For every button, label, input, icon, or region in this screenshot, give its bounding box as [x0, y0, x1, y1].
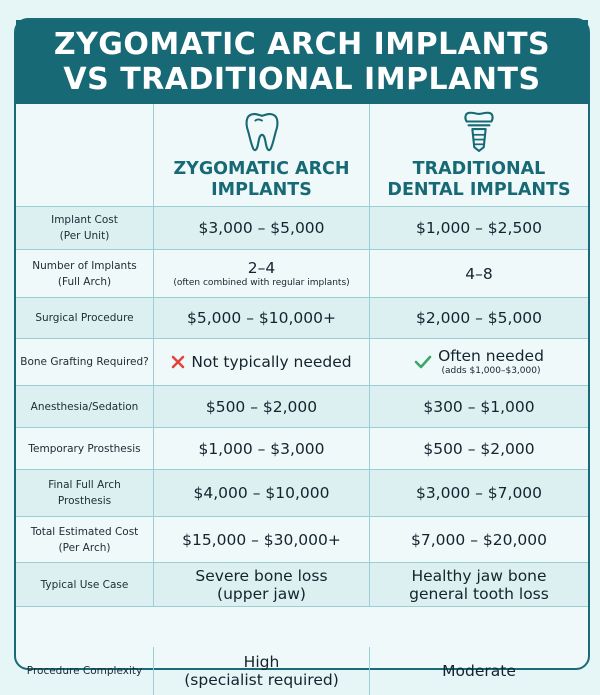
row-label-bone-grafting: Bone Grafting Required?: [16, 339, 154, 386]
value-text: Severe bone loss: [195, 566, 328, 585]
title-line-1: ZYGOMATIC ARCH IMPLANTS: [53, 27, 551, 62]
value-text: Often needed: [438, 347, 544, 365]
value-text-2: (upper jaw): [217, 584, 306, 603]
row-label-complexity: Procedure Complexity: [16, 647, 154, 695]
title-line-2: VS TRADITIONAL IMPLANTS: [63, 62, 541, 97]
zygomatic-implant-cost: $3,000 – $5,000: [154, 207, 370, 250]
x-icon: [171, 355, 185, 369]
traditional-bone-grafting: [370, 339, 588, 386]
zygomatic-anesthesia: $500 – $2,000: [154, 386, 370, 428]
value-text: Not typically needed: [191, 353, 352, 371]
traditional-use-case: [370, 563, 588, 607]
header-empty-cell: [16, 104, 154, 207]
zygomatic-use-case: [154, 563, 370, 607]
value-text-2: general tooth loss: [409, 584, 549, 603]
row-label-text: Total Estimated Cost: [30, 525, 139, 538]
traditional-number-of-implants: 4–8: [370, 250, 588, 298]
comparison-table: [16, 104, 588, 647]
traditional-implant-cost: $1,000 – $2,500: [370, 207, 588, 250]
zygomatic-final-prosthesis: $4,000 – $10,000: [154, 470, 370, 517]
row-label-anesthesia: Anesthesia/Sedation: [16, 386, 154, 428]
header-zygomatic: [154, 104, 370, 207]
value-note: (adds $1,000–$3,000): [441, 366, 541, 376]
zygomatic-header-line-1: ZYGOMATIC ARCH: [173, 159, 350, 179]
traditional-header-line-2: DENTAL IMPLANTS: [387, 180, 571, 200]
row-label-sub: (Per Arch): [58, 541, 111, 554]
row-label-surgical-procedure: Surgical Procedure: [16, 298, 154, 339]
traditional-surgical-procedure: $2,000 – $5,000: [370, 298, 588, 339]
row-label-text: Implant Cost: [51, 214, 118, 226]
zygomatic-surgical-procedure: $5,000 – $10,000+: [154, 298, 370, 339]
row-label-final-prosthesis: Final Full Arch Prosthesis: [16, 470, 154, 517]
zygomatic-complexity: [154, 647, 370, 695]
zygomatic-temporary-prosthesis: $1,000 – $3,000: [154, 428, 370, 470]
traditional-final-prosthesis: $3,000 – $7,000: [370, 470, 588, 517]
zygomatic-header-line-2: IMPLANTS: [211, 180, 312, 200]
row-label-temporary-prosthesis: Temporary Prosthesis: [16, 428, 154, 470]
row-label-implant-cost: [16, 207, 154, 250]
traditional-total-cost: $7,000 – $20,000: [370, 517, 588, 563]
value-text-2: (specialist required): [184, 671, 339, 689]
traditional-anesthesia: $300 – $1,000: [370, 386, 588, 428]
row-label-number-of-implants: [16, 250, 154, 298]
zygomatic-total-cost: $15,000 – $30,000+: [154, 517, 370, 563]
row-label-sub: (Per Unit): [59, 230, 110, 242]
implant-icon: [460, 109, 498, 153]
row-label-sub: (Full Arch): [57, 275, 112, 288]
traditional-temporary-prosthesis: $500 – $2,000: [370, 428, 588, 470]
value-note: (often combined with regular implants): [173, 277, 350, 288]
check-icon: [414, 355, 432, 369]
traditional-header-line-1: TRADITIONAL: [412, 159, 546, 179]
zygomatic-bone-grafting: [154, 339, 370, 386]
zygomatic-number-of-implants: [154, 250, 370, 298]
comparison-card: [14, 18, 590, 689]
comparison-table-last-row: [16, 647, 588, 695]
value-text: Healthy jaw bone: [411, 566, 547, 585]
row-label-use-case: Typical Use Case: [16, 563, 154, 607]
value-text: 2–4: [247, 258, 276, 277]
value-text: High: [243, 653, 280, 671]
header-traditional: [370, 104, 588, 207]
tooth-icon: [243, 109, 281, 153]
traditional-complexity: Moderate: [442, 662, 516, 680]
row-label-total-cost: [16, 517, 154, 563]
row-label-text: Number of Implants: [32, 259, 137, 272]
page-title: [16, 20, 588, 104]
